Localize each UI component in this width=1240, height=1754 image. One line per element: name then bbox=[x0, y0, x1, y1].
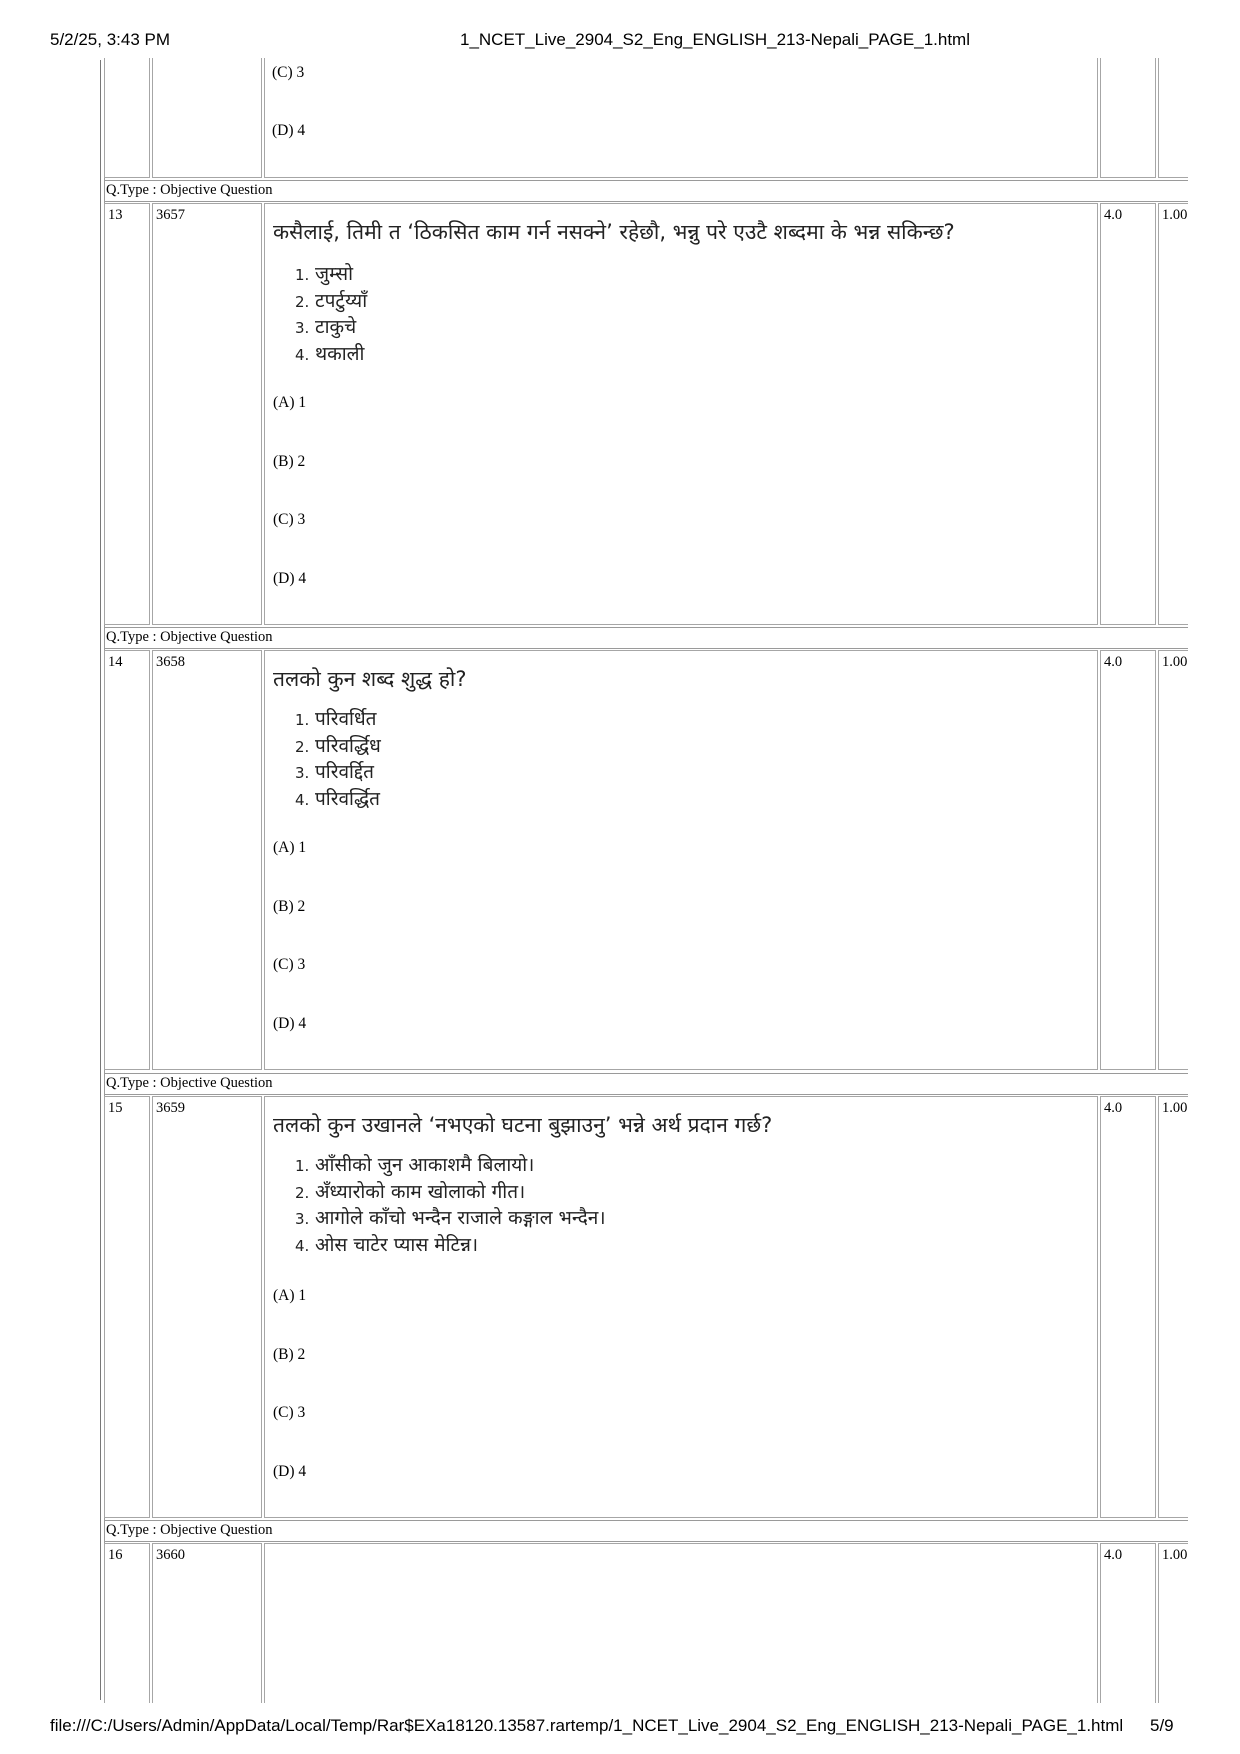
question-number: 14 bbox=[108, 654, 123, 670]
qtype-label: Q.Type : Objective Question bbox=[106, 629, 273, 645]
question-number-cell bbox=[104, 650, 150, 1070]
question-number: 13 bbox=[108, 207, 123, 223]
marks-value: 4.0 bbox=[1104, 1547, 1123, 1563]
question-number: 15 bbox=[108, 1100, 123, 1116]
negative-marks-cell bbox=[1158, 650, 1188, 1070]
choice-item: 2. परिवर्द्धिध bbox=[295, 734, 381, 757]
question-number-cell bbox=[104, 1543, 150, 1703]
choice-item: 3. टाकुचे bbox=[295, 316, 357, 338]
choice-item: 1. जुम्सो bbox=[295, 263, 354, 285]
qtype-divider bbox=[104, 648, 1188, 649]
choice-list bbox=[295, 262, 367, 368]
choice-item: 2. टपर्टुय्याँ bbox=[295, 289, 368, 312]
question-id-cell bbox=[152, 1096, 262, 1518]
question-id: 3659 bbox=[156, 1100, 185, 1116]
answer-option-d: (D) 4 bbox=[273, 1015, 307, 1032]
marks-cell bbox=[1100, 1096, 1156, 1518]
question-text: तलको कुन शब्द शुद्ध हो? bbox=[273, 667, 467, 691]
question-body-cell bbox=[264, 203, 1098, 625]
qtype-divider bbox=[104, 627, 1188, 628]
carry-id-cell bbox=[152, 58, 262, 178]
answer-option-c: (C) 3 bbox=[273, 956, 306, 973]
question-text: कसैलाई, तिमी त ‘ठिकसित काम गर्न नसक्ने’ रहेछौ, भन्नु परे एउटै शब्दमा के भन्न सकिन्छ? bbox=[273, 220, 955, 244]
carry-no-cell bbox=[104, 58, 150, 178]
qtype-label: Q.Type : Objective Question bbox=[106, 1075, 273, 1091]
question-body-cell bbox=[264, 650, 1098, 1070]
choice-item: 1. परिवर्धित bbox=[295, 708, 377, 730]
qtype-divider bbox=[104, 1541, 1188, 1542]
question-number-cell bbox=[104, 1096, 150, 1518]
negative-marks-value: 1.00 bbox=[1162, 654, 1188, 670]
negative-marks-cell bbox=[1158, 203, 1188, 625]
file-path: file:///C:/Users/Admin/AppData/Local/Temp/Rar$EXa18120.13587.rartemp/1_NCET_Live_2904_S2_Eng_ENGLISH_213-Nepali_PAGE_1.html bbox=[50, 1716, 1124, 1735]
answer-option-a: (A) 1 bbox=[273, 839, 307, 856]
choice-list bbox=[295, 707, 381, 813]
question-id: 3657 bbox=[156, 207, 185, 223]
choice-item: 4. परिवर्द्धित bbox=[295, 787, 380, 810]
question-id: 3658 bbox=[156, 654, 185, 670]
choice-item: 3. आगोले काँचो भन्दैन राजाले कङ्गाल भन्दैन। bbox=[295, 1207, 606, 1229]
marks-value: 4.0 bbox=[1104, 654, 1123, 670]
question-body-cell bbox=[264, 1096, 1098, 1518]
choice-list bbox=[295, 1153, 606, 1259]
carry-option-d: (D) 4 bbox=[272, 122, 306, 139]
question-id-cell bbox=[152, 203, 262, 625]
carry-marks-cell bbox=[1100, 58, 1156, 178]
question-number: 16 bbox=[108, 1547, 123, 1563]
answer-option-b: (B) 2 bbox=[273, 1346, 306, 1363]
negative-marks-value: 1.00 bbox=[1162, 1100, 1188, 1116]
answer-option-c: (C) 3 bbox=[273, 1404, 306, 1421]
qtype-divider bbox=[104, 1520, 1188, 1521]
qtype-divider bbox=[104, 180, 1188, 181]
outer-border-left bbox=[100, 60, 101, 1700]
question-id-cell bbox=[152, 1543, 262, 1703]
question-body-cell bbox=[264, 1543, 1098, 1703]
carry-option-c: (C) 3 bbox=[272, 64, 305, 81]
answer-option-d: (D) 4 bbox=[273, 570, 307, 587]
marks-cell bbox=[1100, 650, 1156, 1070]
answer-option-c: (C) 3 bbox=[273, 511, 306, 528]
choice-item: 2. अँध्यारोको काम खोलाको गीत। bbox=[295, 1180, 526, 1203]
answer-option-b: (B) 2 bbox=[273, 898, 306, 915]
marks-value: 4.0 bbox=[1104, 207, 1123, 223]
qtype-label: Q.Type : Objective Question bbox=[106, 182, 273, 198]
question-number-cell bbox=[104, 203, 150, 625]
choice-item: 4. थकाली bbox=[295, 342, 365, 365]
marks-value: 4.0 bbox=[1104, 1100, 1123, 1116]
answer-option-d: (D) 4 bbox=[273, 1463, 307, 1480]
page-number: 5/9 bbox=[1150, 1716, 1174, 1735]
marks-cell bbox=[1100, 1543, 1156, 1703]
question-text: तलको कुन उखानले ‘नभएको घटना बुझाउनु’ भन्ने अर्थ प्रदान गर्छ? bbox=[273, 1113, 773, 1137]
question-id: 3660 bbox=[156, 1547, 185, 1563]
negative-marks-value: 1.00 bbox=[1162, 1547, 1188, 1563]
qtype-divider bbox=[104, 1073, 1188, 1074]
answer-option-b: (B) 2 bbox=[273, 453, 306, 470]
question-id-cell bbox=[152, 650, 262, 1070]
answer-option-a: (A) 1 bbox=[273, 1287, 307, 1304]
answer-option-a: (A) 1 bbox=[273, 394, 307, 411]
qtype-label: Q.Type : Objective Question bbox=[106, 1522, 273, 1538]
marks-cell bbox=[1100, 203, 1156, 625]
qtype-divider bbox=[104, 201, 1188, 202]
negative-marks-value: 1.00 bbox=[1162, 207, 1188, 223]
carry-negative-cell bbox=[1158, 58, 1188, 178]
negative-marks-cell bbox=[1158, 1543, 1188, 1703]
qtype-divider bbox=[104, 1094, 1188, 1095]
document-title: 1_NCET_Live_2904_S2_Eng_ENGLISH_213-Nepali_PAGE_1.html bbox=[460, 30, 970, 49]
carry-question-cell bbox=[264, 58, 1098, 178]
negative-marks-cell bbox=[1158, 1096, 1188, 1518]
choice-item: 3. परिवर्द्दित bbox=[295, 761, 374, 783]
print-timestamp: 5/2/25, 3:43 PM bbox=[50, 30, 171, 49]
choice-item: 1. आँसीको जुन आकाशमै बिलायो। bbox=[295, 1154, 535, 1176]
choice-item: 4. ओस चाटेर प्यास मेटिन्न। bbox=[295, 1233, 479, 1256]
